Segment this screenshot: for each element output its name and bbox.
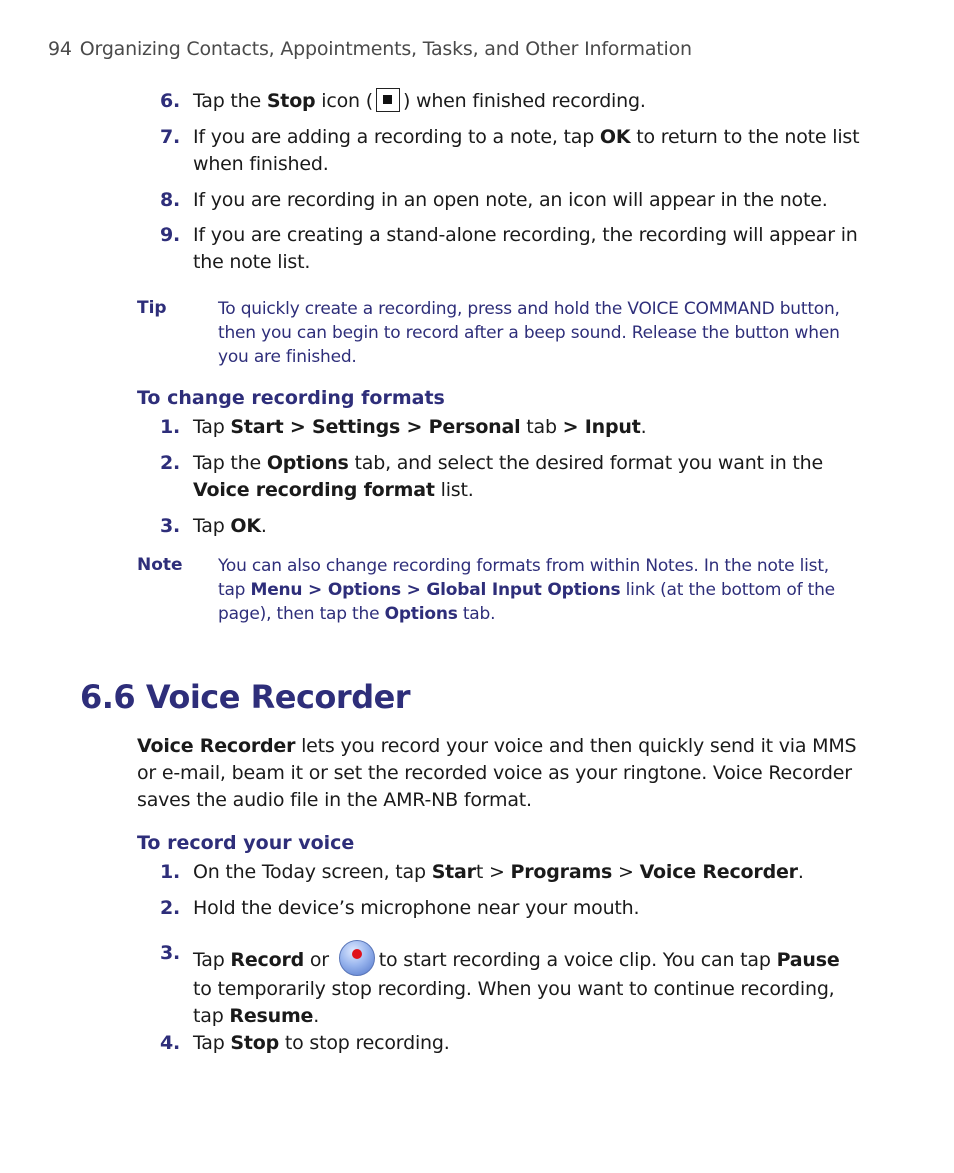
step-number: 6. <box>160 90 181 112</box>
page-header <box>48 38 692 60</box>
text: link (at the bottom of the page), then tap the <box>218 580 835 624</box>
stop-label: Stop <box>266 90 316 112</box>
stop-square-icon <box>376 88 400 112</box>
bold-text: > Input <box>562 416 641 438</box>
formats-step-3 <box>160 513 861 540</box>
step-number: 7. <box>160 126 181 148</box>
bold-text: Options <box>266 452 349 474</box>
text: Tap the <box>193 90 267 112</box>
text: If you are adding a recording to a note, tap <box>193 126 600 148</box>
page-number: 94 <box>48 38 72 60</box>
bold-text: Options <box>384 604 458 624</box>
bold-text: Start > Settings > Personal <box>230 416 521 438</box>
step-number: 1. <box>160 861 181 883</box>
text: > <box>612 861 640 883</box>
text: tab <box>520 416 563 438</box>
bold-text: Programs <box>510 861 613 883</box>
step-7 <box>160 124 861 178</box>
record-step-1 <box>160 859 861 886</box>
text: t > <box>475 861 511 883</box>
step-number: 3. <box>160 942 181 964</box>
bold-text: Voice recording format <box>193 479 435 501</box>
step-number: 8. <box>160 189 181 211</box>
bold-text: Voice Recorder <box>137 735 296 757</box>
text: If you are creating a stand-alone recording, the recording will appear in the note list. <box>193 224 858 273</box>
text: ) when finished recording. <box>402 90 646 112</box>
record-step-4 <box>160 1030 861 1057</box>
text: list. <box>434 479 474 501</box>
record-step-3 <box>160 940 861 1030</box>
text: tab. <box>457 604 496 624</box>
formats-step-2 <box>160 450 861 504</box>
record-button-icon <box>339 940 375 976</box>
text: You can also change recording formats from within Notes. In the note list, tap <box>218 556 830 600</box>
bold-text: Menu > Options > Global Input Options <box>250 580 621 600</box>
text: to stop recording. <box>279 1032 450 1054</box>
tip-text: To quickly create a recording, press and hold the VOICE COMMAND button, then you can begin to record after a beep sound. Release the button when you are finished. <box>218 299 840 367</box>
procedure-title-record: To record your voice <box>137 832 355 854</box>
text: Tap <box>193 949 231 971</box>
text: to temporarily stop recording. When you want to continue recording, tap <box>193 978 835 1027</box>
bold-text: OK <box>230 515 261 537</box>
section-title: 6.6 Voice Recorder <box>80 678 411 716</box>
text: Tap the <box>193 452 267 474</box>
step-number: 2. <box>160 897 181 919</box>
text: . <box>797 861 804 883</box>
bold-text: Stop <box>230 1032 280 1054</box>
record-step-2 <box>160 895 861 922</box>
step-6 <box>160 88 861 115</box>
step-number: 3. <box>160 515 181 537</box>
formats-step-1 <box>160 414 861 441</box>
step-8 <box>160 187 861 214</box>
note-label: Note <box>137 555 183 575</box>
text: to return to the note list when finished. <box>193 126 860 175</box>
text: lets you record your voice and then quickly send it via MMS or e-mail, beam it or set the recorded voice as your ringtone. Voice Recorder saves the audio file in the AMR-NB format. <box>137 735 857 811</box>
text: Tap <box>193 416 231 438</box>
bold-text: Star <box>431 861 476 883</box>
text: Tap <box>193 1032 231 1054</box>
text: On the Today screen, tap <box>193 861 432 883</box>
step-9 <box>160 222 861 276</box>
tip-label: Tip <box>137 298 167 318</box>
text: Hold the device’s microphone near your mouth. <box>193 897 640 919</box>
bold-text: Resume <box>229 1005 314 1027</box>
text: . <box>313 1005 320 1027</box>
section-intro <box>137 733 861 814</box>
step-number: 9. <box>160 224 181 246</box>
chapter-title: Organizing Contacts, Appointments, Tasks, and Other Information <box>79 38 692 60</box>
ok-label: OK <box>599 126 631 148</box>
text: Tap <box>193 515 231 537</box>
text: tab, and select the desired format you want in the <box>348 452 823 474</box>
text: . <box>260 515 267 537</box>
text: If you are recording in an open note, an icon will appear in the note. <box>193 189 828 211</box>
text: . <box>640 416 647 438</box>
step-number: 2. <box>160 452 181 474</box>
bold-text: Record <box>230 949 305 971</box>
step-number: 1. <box>160 416 181 438</box>
procedure-title-formats: To change recording formats <box>137 387 445 409</box>
step-number: 4. <box>160 1032 181 1054</box>
text: or <box>304 949 335 971</box>
text: icon ( <box>315 90 373 112</box>
bold-text: Pause <box>776 949 840 971</box>
text: to start recording a voice clip. You can tap <box>378 949 777 971</box>
note-text <box>218 554 858 626</box>
bold-text: Voice Recorder <box>639 861 798 883</box>
